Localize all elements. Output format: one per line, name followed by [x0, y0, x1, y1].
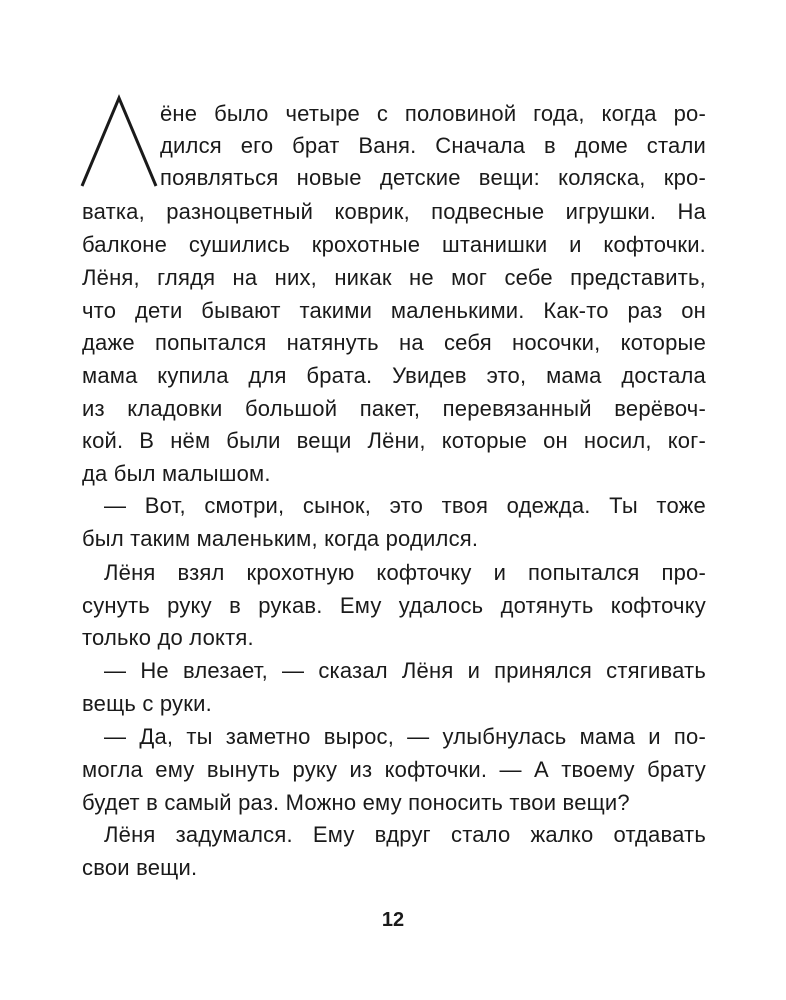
text-line: могла ему вынуть руку из кофточки. — А твоему брату	[82, 757, 706, 782]
text-line: только до локтя.	[82, 625, 254, 650]
text-line: дился его брат Ваня. Сначала в доме стали	[160, 133, 706, 158]
text-line: даже попытался натянуть на себя носочки, которые	[82, 330, 706, 355]
text-line: свои вещи.	[82, 855, 198, 880]
text-line: — Да, ты заметно вырос, — улыбнулась мама и по-	[104, 724, 706, 749]
text-line: ватка, разноцветный коврик, подвесные игрушки. На	[82, 199, 706, 224]
text-line: сунуть руку в рукав. Ему удалось дотянуть кофточку	[82, 593, 706, 618]
text-line: кой. В нём были вещи Лёни, которые он носил, ког-	[82, 428, 706, 453]
text-line: — Вот, смотри, сынок, это твоя одежда. Ты тоже	[104, 493, 706, 518]
text-line: мама купила для брата. Увидев это, мама достала	[82, 363, 706, 388]
text-line: будет в самый раз. Можно ему поносить твои вещи?	[82, 790, 630, 815]
text-line: появляться новые детские вещи: коляска, кро-	[160, 165, 706, 190]
text-line: балконе сушились крохотные штанишки и кофточки.	[82, 232, 706, 257]
text-line: да был малышом.	[82, 461, 271, 486]
text-line: — Не влезает, — сказал Лёня и принялся стягивать	[104, 658, 706, 683]
text-line: Лёня задумался. Ему вдруг стало жалко отдавать	[104, 822, 706, 847]
text-line: Лёня, глядя на них, никак не мог себе представить,	[82, 265, 706, 290]
text-line: Лёня взял крохотную кофточку и попытался про-	[104, 560, 706, 585]
text-line: ёне было четыре с половиной года, когда ро-	[160, 101, 706, 126]
drop-cap-letter	[78, 94, 160, 188]
page-number: 12	[381, 909, 405, 931]
text-line: из кладовки большой пакет, перевязанный верёвоч-	[82, 396, 706, 421]
text-line: был таким маленьким, когда родился.	[82, 526, 479, 551]
text-line: вещь с руки.	[82, 691, 212, 716]
text-line: что дети бывают такими маленькими. Как-то раз он	[82, 298, 706, 323]
